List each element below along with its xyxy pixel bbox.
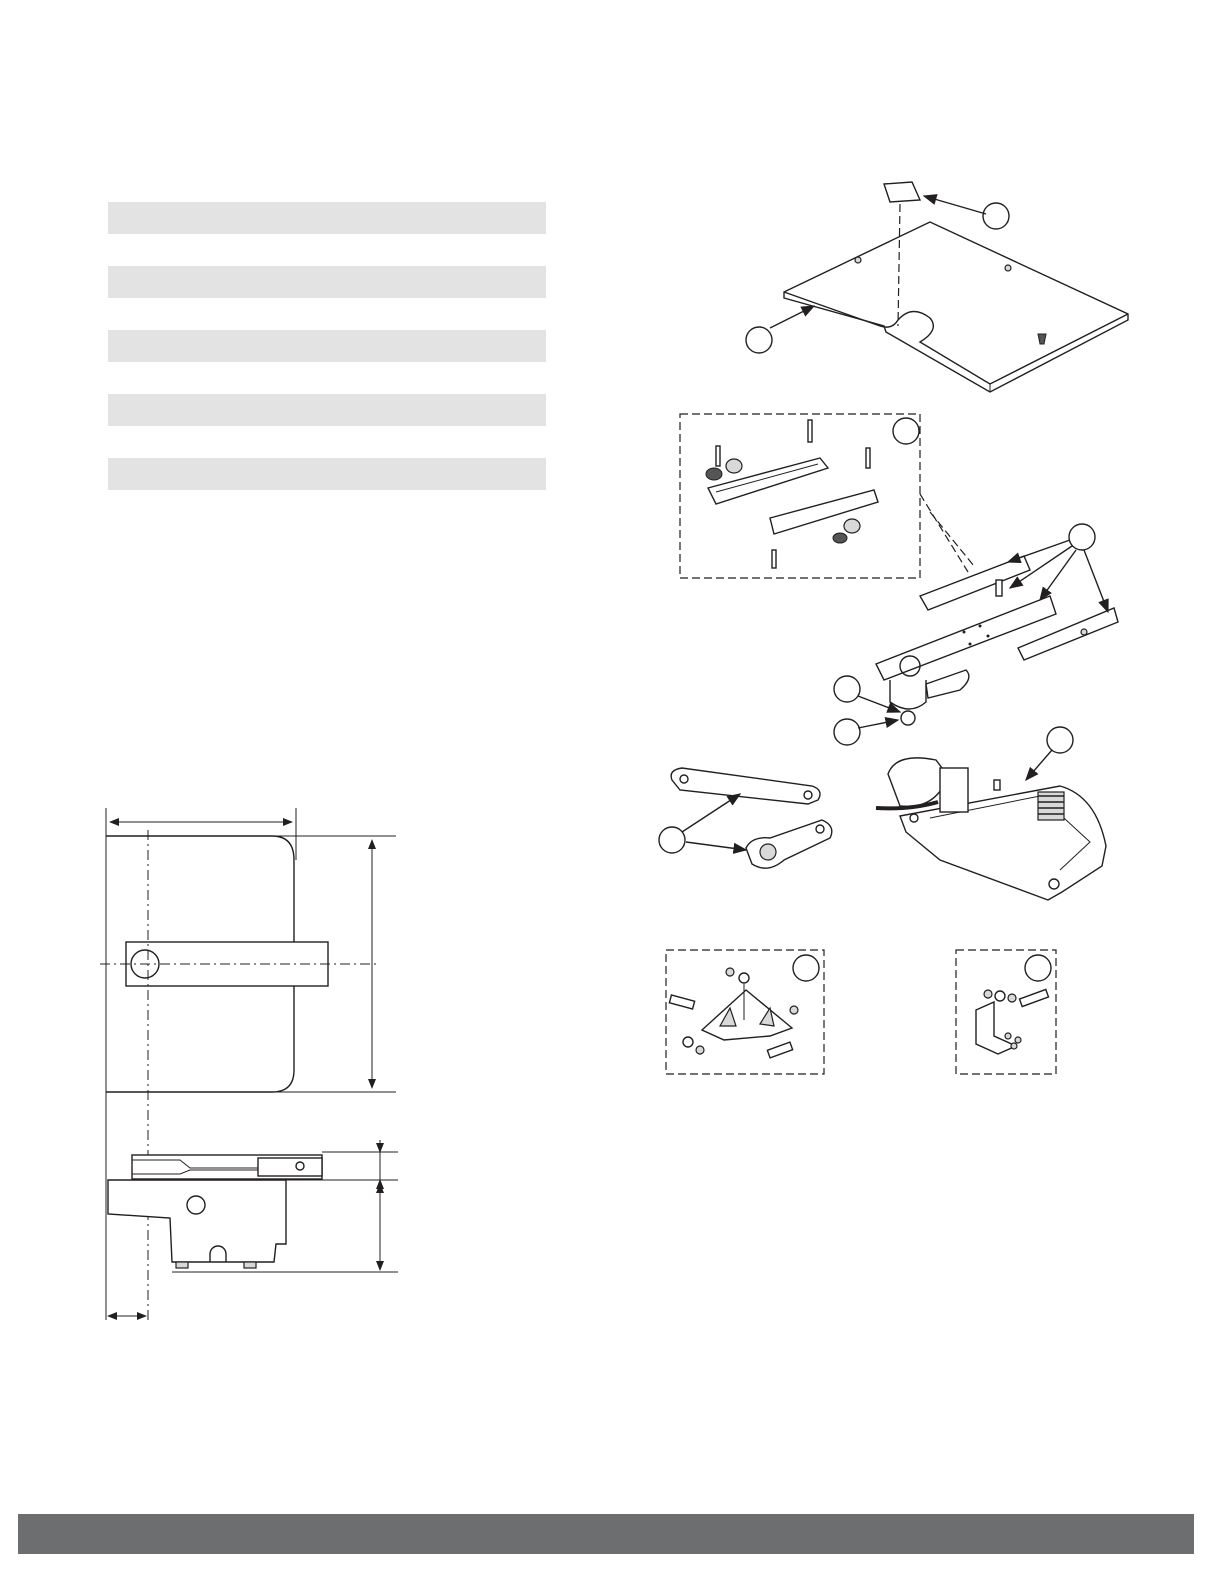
footer-bar [18, 1514, 1194, 1554]
callout-8 [1047, 727, 1073, 753]
arm-kit-box [680, 414, 974, 578]
linkage-arms [659, 768, 832, 868]
callout-3 [893, 418, 919, 444]
callout-10 [1025, 955, 1051, 981]
gear-motor [876, 727, 1106, 900]
callout-9 [793, 955, 819, 981]
callout-2 [746, 327, 772, 353]
exploded-parts-view [620, 0, 1180, 1120]
callout-5 [834, 676, 860, 702]
side-view [108, 1140, 398, 1316]
arm-assembly [834, 524, 1118, 745]
mounting-plate [746, 182, 1128, 392]
callout-1 [983, 203, 1009, 229]
angle-bracket-kit-box [956, 950, 1056, 1074]
callout-7 [659, 827, 685, 853]
callout-6 [834, 719, 860, 745]
bracket-kit-box [666, 950, 824, 1074]
callout-4 [1069, 524, 1095, 550]
